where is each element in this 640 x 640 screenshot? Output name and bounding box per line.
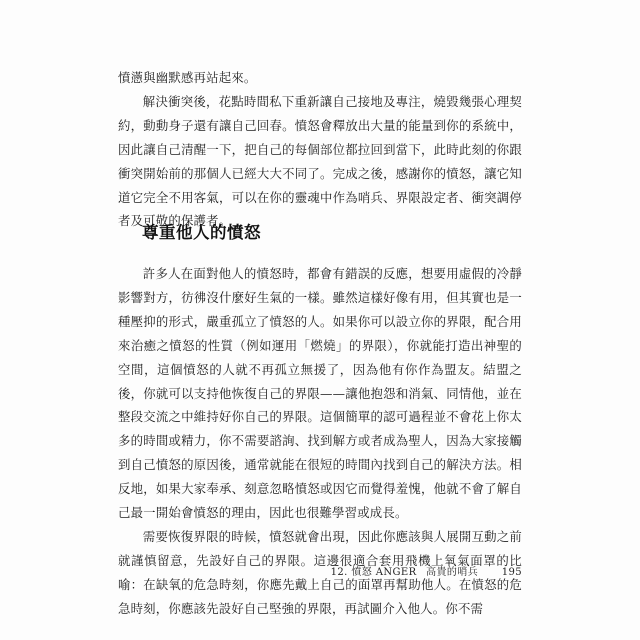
paragraph: 解決衝突後，花點時間私下重新讓自己接地及專注，燒毀幾張心理契約，動動身子還有讓自己回春。憤怒會釋放出大量的能量到你的系統中，因此讓自己清醒一下，把自己的每個部位都拉回到當下，此時此刻的你跟衝突開始前的那個人已經大大不同了。完成之後，感謝你的憤怒，讓它知道它完全不用客氣，可以在你的靈魂中作為哨兵、界限設定者、衝突調停者及可敬的保護者。 bbox=[118, 93, 522, 229]
page-number: 195 bbox=[501, 567, 522, 578]
text-block-top bbox=[118, 66, 522, 233]
paragraph: 許多人在面對他人的憤怒時，都會有錯誤的反應，想要用虛假的冷靜影響對方，彷彿沒什麼好生氣的一樣。雖然這樣好像有用，但其實也是一種壓抑的形式，嚴重孤立了憤怒的人。如果你可以設立你的界限，配合用來治癒之憤怒的性質（例如運用「燃燒」的界限），你就能打造出神聖的空間，這個憤怒的人就不再孤立無援了，因為他有你作為盟友。結盟之後，你就可以支持他恢復自己的界限——讓他抱怨和消氣、同情他，並在整段交流之中維持好你自己的界限。這個簡單的認可過程並不會花上你太多的時間或精力，你不需要諮詢、找到解方或者成為聖人，因為大家接觸到自己憤怒的原因後，通常就能在很短的時間內找到自己的解決方法。相反地，如果大家奉承、刻意忽略憤怒或因它而覺得羞愧，他就不會了解自己最一開始會憤怒的理由，因此也很難學習或成長。 bbox=[118, 266, 522, 521]
paragraph: 需要恢復界限的時候，憤怒就會出現，因此你應該與人展開互動之前就謹慎留意，先設好自己的界限。這邊很適合套用飛機上氧氣面罩的比喻：在缺氧的危急時刻，你應先戴上自己的面罩再幫助他人。在憤怒的危急時刻，你應該先設好自己堅強的界限，再試圖介入他人。你不需 bbox=[118, 528, 522, 616]
running-chapter-title: 12. 憤怒 ANGER bbox=[330, 567, 417, 578]
page-footer bbox=[331, 563, 522, 578]
paragraph: 憤懣與幽默感再站起來。 bbox=[118, 70, 257, 85]
section-heading: 尊重他人的憤怒 bbox=[142, 223, 261, 242]
running-subtitle: 高貴的哨兵 bbox=[426, 567, 479, 578]
